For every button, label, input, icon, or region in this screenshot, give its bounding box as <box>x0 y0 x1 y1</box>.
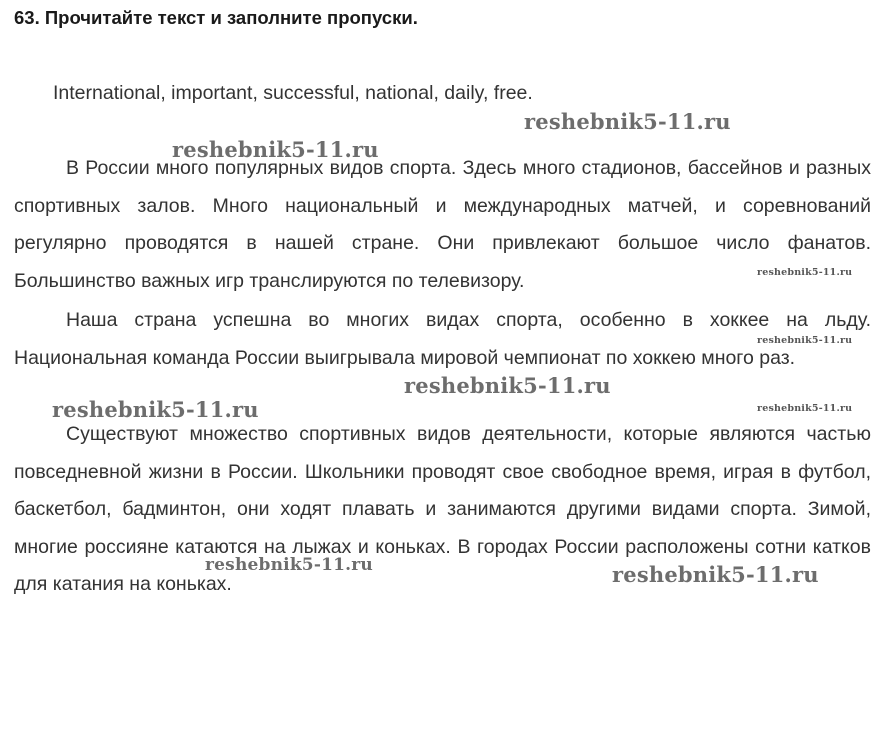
watermark: reshebnik5-11.ru <box>52 397 259 422</box>
paragraph-2: Наша страна успешна во многих видах спорта, особенно в хоккее на льду. Национальная команда России выигрывала мировой чемпионат по хоккею много раз. <box>14 309 871 369</box>
watermark: reshebnik5-11.ru <box>404 373 611 398</box>
watermark: reshebnik5-11.ru <box>757 335 853 346</box>
task-title: 63. Прочитайте текст и заполните пропуски. <box>14 7 418 28</box>
paragraph-3: Существуют множество спортивных видов деятельности, которые являются частью повседневной жизни в России. Школьники проводят свое свободное время, играя в футбол, баскетбол, бадминтон, они ходят плавать и занимаются другими видами спорта. Зимой, многие россияне катаются на лыжах и коньках. В городах России расположены сотни катков для катания на коньках. <box>14 423 871 596</box>
watermark: reshebnik5-11.ru <box>205 555 373 575</box>
watermark: reshebnik5-11.ru <box>757 267 853 278</box>
watermark: reshebnik5-11.ru <box>612 562 819 587</box>
paragraph-1: В России много популярных видов спорта. Здесь много стадионов, бассейнов и разных спортивных залов. Много национальный и международных матчей, и соревнований регулярно проводятся в нашей стране. Они привлекают большое число фанатов. Большинство важных игр транслируются по телевизору. <box>14 157 871 292</box>
watermark: reshebnik5-11.ru <box>524 109 731 134</box>
word-bank: International, important, successful, national, daily, free. <box>53 82 533 104</box>
watermark: reshebnik5-11.ru <box>172 137 379 162</box>
watermark: reshebnik5-11.ru <box>757 403 853 414</box>
